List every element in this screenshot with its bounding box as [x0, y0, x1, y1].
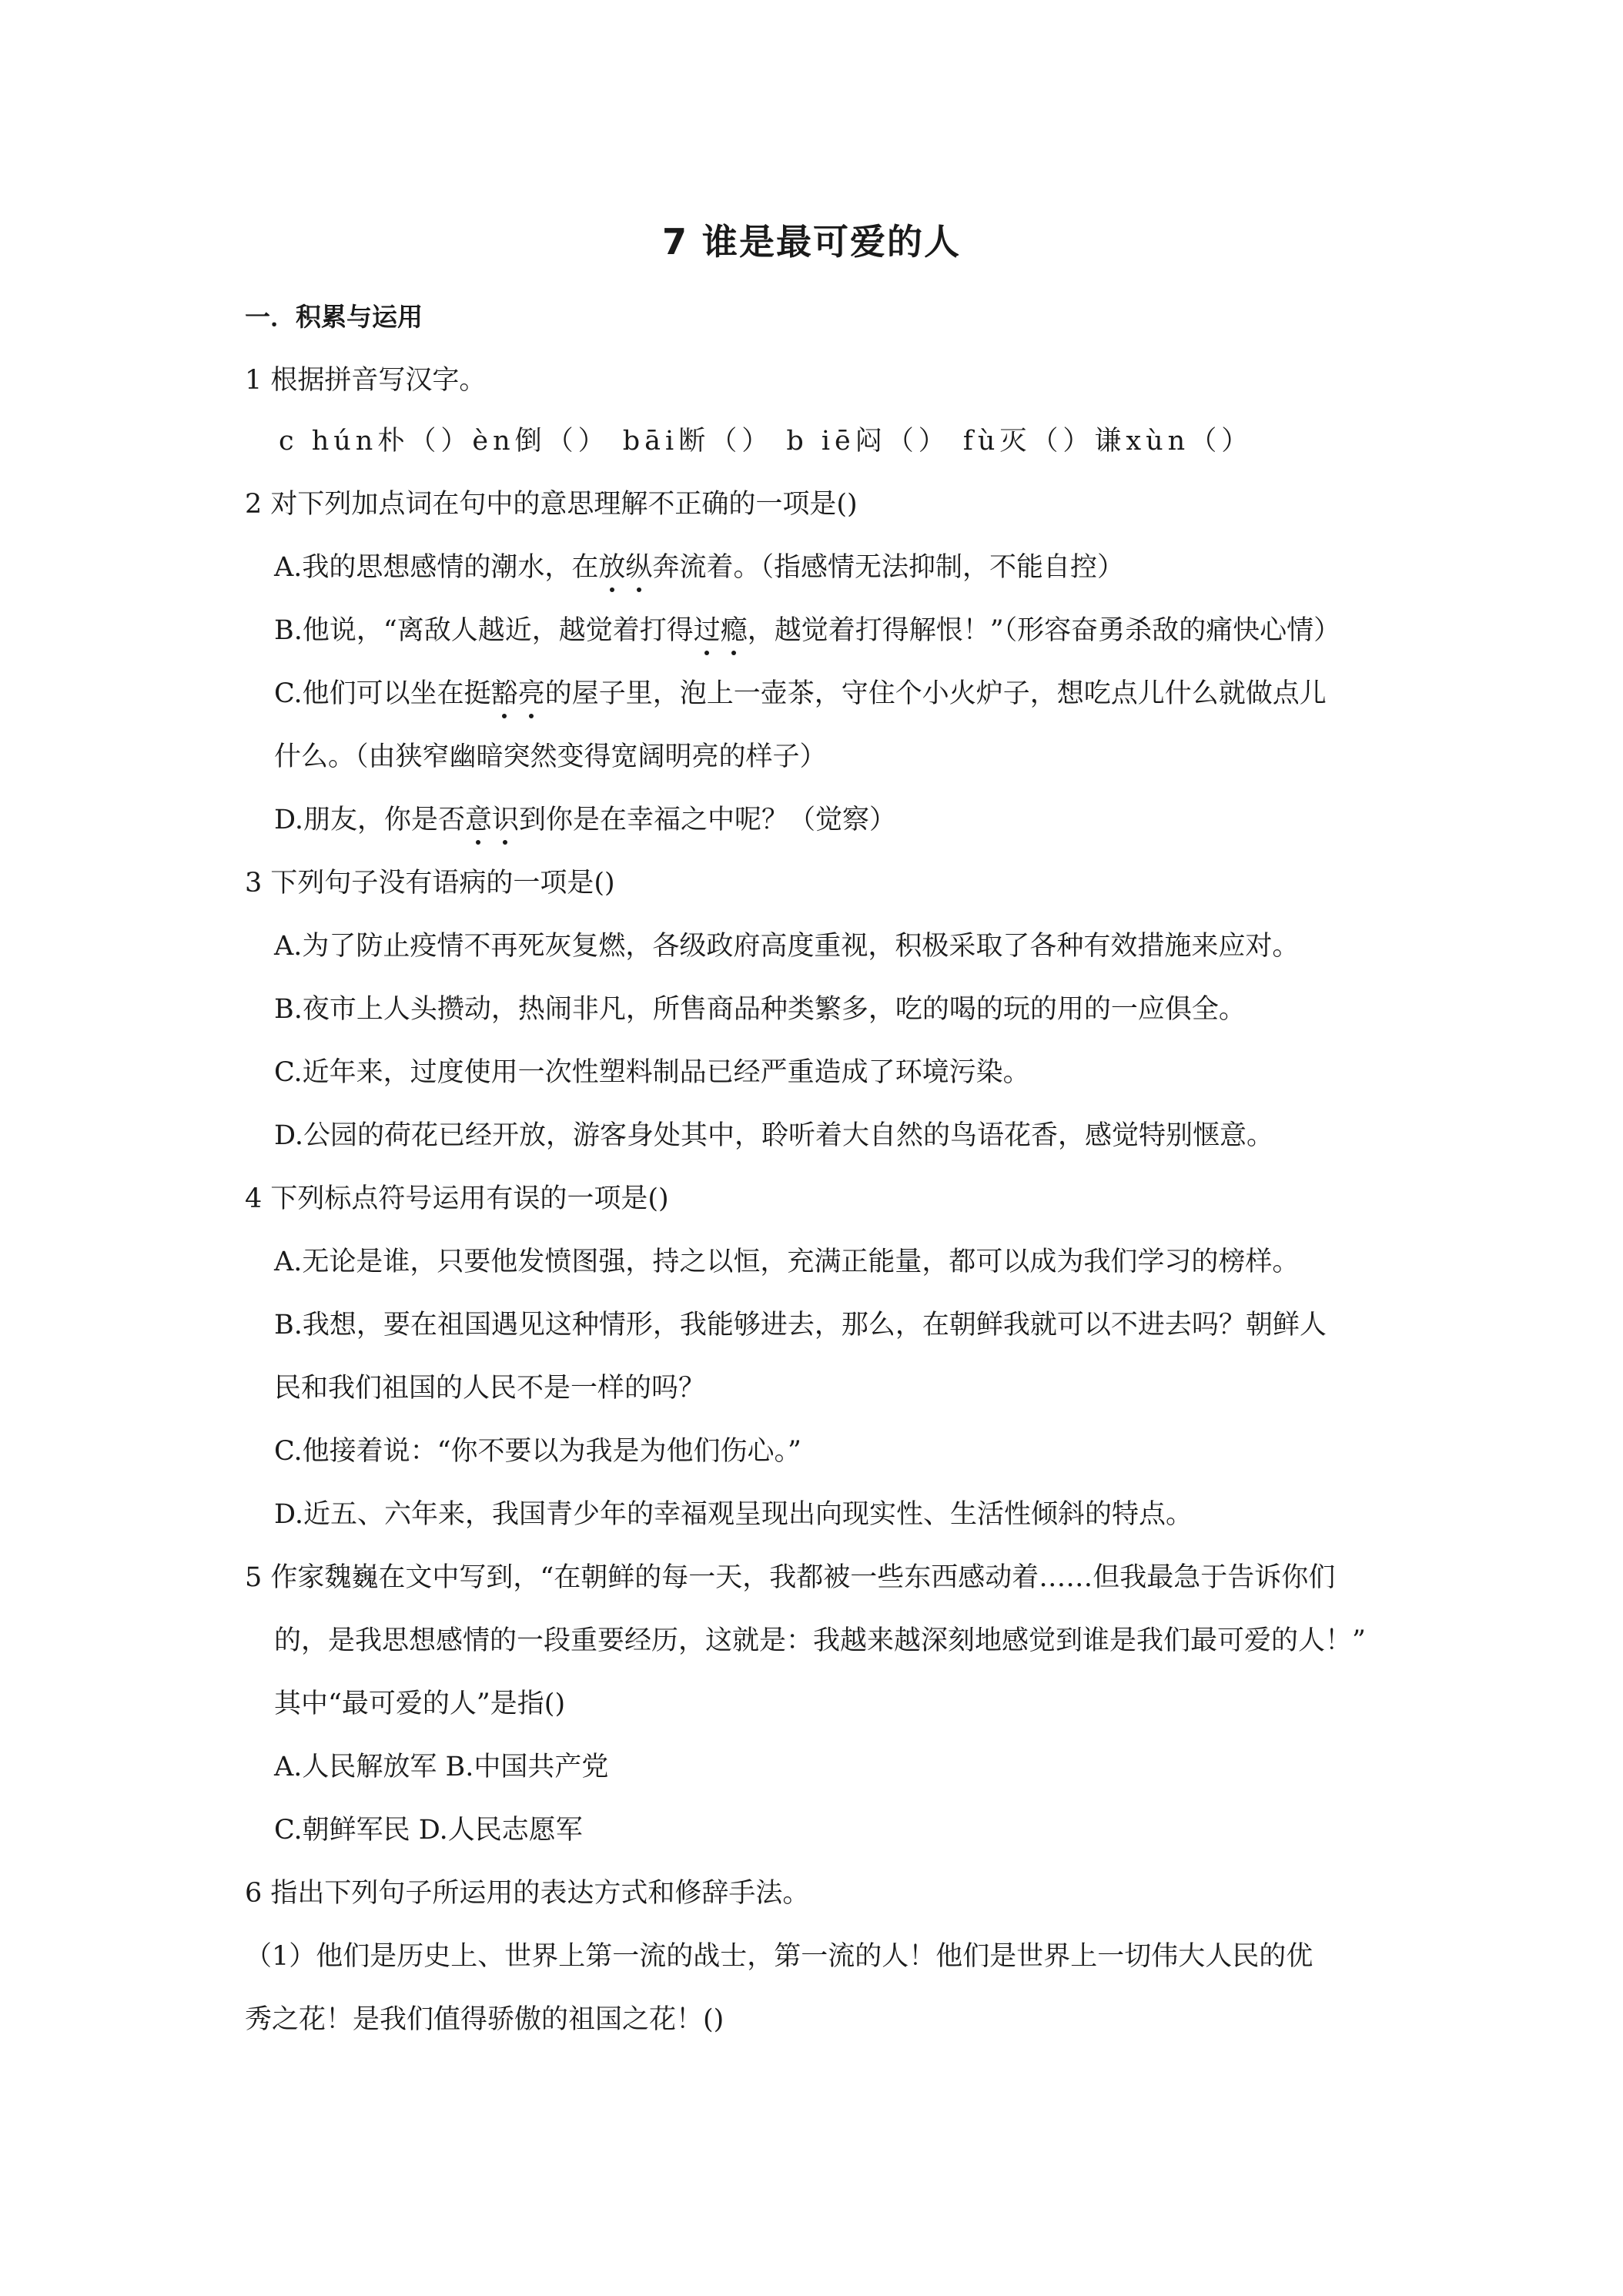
question-5-stem-continued-2: 其中“最可爱的人”是指() [274, 1689, 566, 1719]
question-5-stem: 5 作家魏巍在文中写到，“在朝鲜的每一天，我都被一些东西感动着……但我最急于告诉你们 [245, 1562, 1336, 1593]
question-1-pinyin-items: c hún朴（）èn倒（） bāi断（） b iē闷（） fù灭（）谦xùn（） [279, 426, 1253, 457]
question-3-stem: 3 下列句子没有语病的一项是() [245, 868, 615, 899]
question-4-option-a: A.无论是谁，只要他发愤图强，持之以恒，充满正能量，都可以成为我们学习的榜样。 [274, 1247, 1300, 1277]
question-2-option-c-continued: 什么。（由狭窄幽暗突然变得宽阔明亮的样子） [274, 741, 827, 772]
question-5-options-ab: A.人民解放军 B.中国共产党 [274, 1752, 609, 1782]
question-3-option-a: A.为了防止疫情不再死灰复燃，各级政府高度重视，积极采取了各种有效措施来应对。 [274, 931, 1300, 962]
question-6-stem: 6 指出下列句子所运用的表达方式和修辞手法。 [245, 1878, 810, 1909]
emphasis-dot-char: 识 [492, 802, 519, 838]
question-4-option-b: B.我想，要在祖国遇见这种情形，我能够进去，那么，在朝鲜我就可以不进去吗？朝鲜人 [274, 1310, 1327, 1340]
question-6-sentence-1-continued: 秀之花！是我们值得骄傲的祖国之花！() [245, 2004, 724, 2035]
page-title: 7 谁是最可爱的人 [661, 221, 962, 263]
emphasis-dot-char: 过 [694, 612, 721, 649]
question-3-option-d: D.公园的荷花已经开放，游客身处其中，聆听着大自然的鸟语花香，感觉特别惬意。 [274, 1120, 1273, 1151]
emphasis-dot-char: 放 [598, 549, 625, 586]
question-4-option-c: C.他接着说：“你不要以为我是为他们伤心。” [274, 1436, 801, 1467]
question-1-stem: 1 根据拼音写汉字。 [245, 365, 487, 396]
question-2-option-c: C.他们可以坐在挺豁亮的屋子里，泡上一壶茶，守住个小火炉子，想吃点儿什么就做点儿 [274, 675, 1327, 712]
question-5-stem-continued: 的，是我思想感情的一段重要经历，这就是：我越来越深刻地感觉到谁是我们最可爱的人！” [274, 1625, 1366, 1656]
question-3-option-b: B.夜市上人头攒动，热闹非凡，所售商品种类繁多，吃的喝的玩的用的一应俱全。 [274, 994, 1246, 1025]
question-2-stem: 2 对下列加点词在句中的意思理解不正确的一项是() [245, 489, 858, 520]
emphasis-dot-char: 纵 [625, 549, 652, 586]
emphasis-dot-char: 亮 [518, 675, 545, 712]
question-5-options-cd: C.朝鲜军民 D.人民志愿军 [274, 1815, 583, 1846]
question-4-stem: 4 下列标点符号运用有误的一项是() [245, 1183, 669, 1214]
emphasis-dot-char: 意 [465, 802, 492, 838]
question-2-option-b: B.他说，“离敌人越近，越觉着打得过瘾，越觉着打得解恨！”（形容奋勇杀敌的痛快心情） [274, 612, 1340, 649]
emphasis-dot-char: 瘾 [721, 612, 748, 649]
question-2-option-a: A.我的思想感情的潮水，在放纵奔流着。（指感情无法抑制，不能自控） [274, 549, 1124, 586]
section-heading: 一．积累与运用 [245, 302, 423, 332]
question-4-option-b-continued: 民和我们祖国的人民不是一样的吗？ [274, 1373, 706, 1404]
emphasis-dot-char: 豁 [491, 675, 518, 712]
question-2-option-d: D.朋友，你是否意识到你是在幸福之中呢？（觉察） [274, 802, 896, 838]
question-4-option-d: D.近五、六年来，我国青少年的幸福观呈现出向现实性、生活性倾斜的特点。 [274, 1499, 1193, 1530]
question-3-option-c: C.近年来，过度使用一次性塑料制品已经严重造成了环境污染。 [274, 1057, 1030, 1088]
question-6-sentence-1: （1）他们是历史上、世界上第一流的战士，第一流的人！他们是世界上一切伟大人民的优 [245, 1941, 1313, 1972]
